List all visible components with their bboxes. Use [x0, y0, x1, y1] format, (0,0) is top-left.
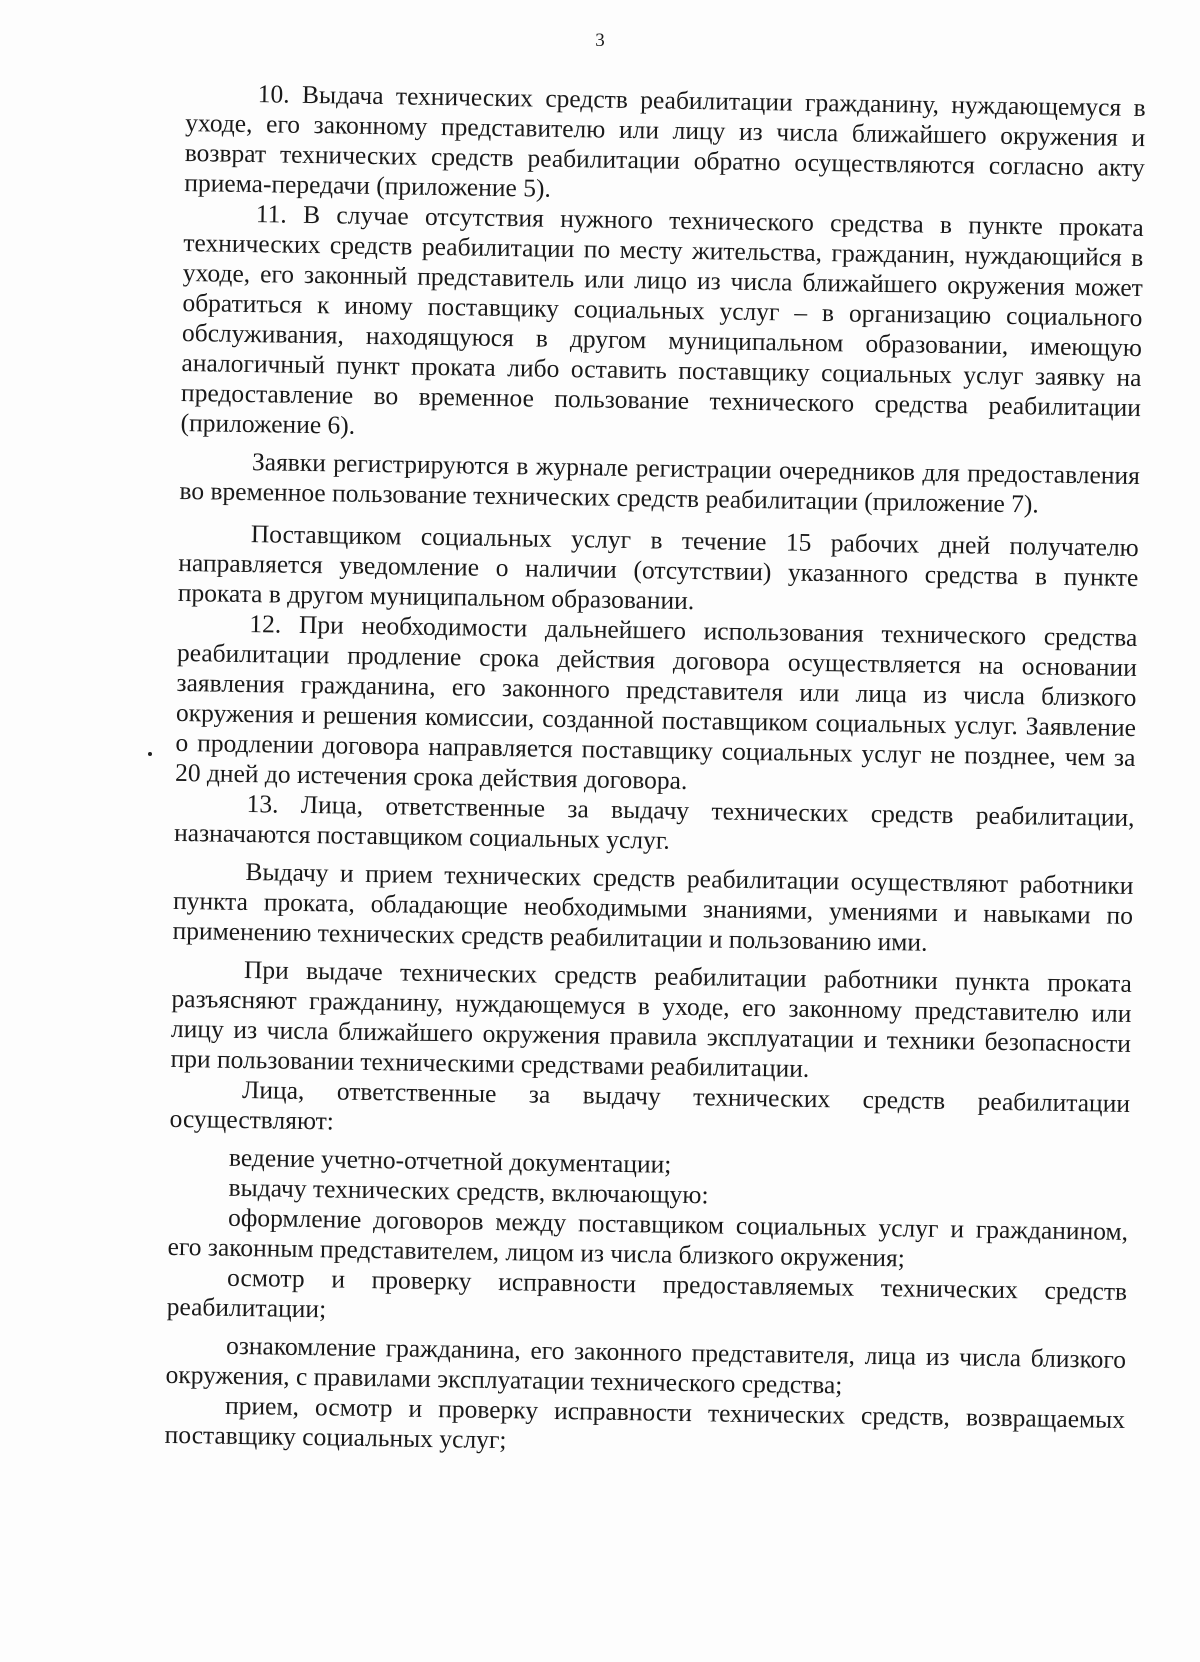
document-body	[164, 78, 1145, 1465]
paragraph-explanation: При выдаче технических средств реабилитации работники пункта проката разъясняют гражданину, нуждающемуся в уходе, его законному представителю или лицу из числа ближайшего окружения правила эксплуатации и техники безопасности при пользовании техническими средствами реабилитации.	[170, 955, 1133, 1083]
list-item: ведение учетно-отчетной документации;	[228, 1142, 672, 1179]
paragraph-issuance-staff: Выдачу и прием технических средств реабилитации осуществляют работники пункта проката, обладающие необходимыми знаниями, умениями и навыками по применению технических средств реабилитации и пользованию ими.	[172, 857, 1134, 957]
scan-speck	[148, 752, 152, 756]
paragraph-notification: Поставщиком социальных услуг в течение 15 рабочих дней получателю направляется уведомление о наличии (отсутствии) указанного средства в пункте проката в другом муниципальном образовании.	[177, 519, 1139, 616]
paragraph-responsibilities: Лица, ответственные за выдачу технических средств реабилитации осуществляют:	[169, 1075, 1131, 1136]
list-item: ознакомление гражданина, его законного представителя, лица из числа близкого окружения, с правилами эксплуатации технического средства;	[165, 1330, 1127, 1400]
paragraph-applications: Заявки регистрируются в журнале регистрации очередников для предоставления во временное пользование технических средств реабилитации (приложение 7).	[179, 447, 1141, 519]
paragraph-12: 12. При необходимости дальнейшего использования технического средства реабилитации продление срока действия договора осуществляется на основании заявления гражданина, его законного представителя или лица из числа близкого окружения и решения комиссии, созданной поставщиком социальных услуг. Заявление о продлении договора направляется поставщику социальных услуг не позднее, чем за 20 дней до истечения срока действия договора.	[174, 609, 1138, 795]
list-item: осмотр и проверку исправности предоставляемых технических средств реабилитации;	[166, 1262, 1128, 1324]
list-item: прием, осмотр и проверку исправности технических средств, возвращаемых поставщику социальных услуг;	[164, 1390, 1126, 1455]
list-item: выдачу технических средств, включающую:	[228, 1172, 709, 1210]
paragraph-13: 13. Лица, ответственные за выдачу технических средств реабилитации, назначаются поставщиком социальных услуг.	[173, 789, 1135, 855]
page-number: 3	[595, 30, 605, 51]
paragraph-10: 10. Выдача технических средств реабилитации гражданину, нуждающемуся в уходе, его законному представителю или лицу из числа ближайшего окружения и возврат технических средств реабилитации обратно осуществляются согласно акту приема-передачи (приложение 5).	[184, 79, 1146, 203]
list-item: оформление договоров между поставщиком социальных услуг и гражданином, его законным представителем, лицом из числа близкого окружения;	[167, 1202, 1129, 1273]
paragraph-11: 11. В случае отсутствия нужного технического средства в пункте проката технических средств реабилитации по месту жительства, гражданин, нуждающийся в уходе, его законный представитель или лицо из числа ближайшего окружения может обратиться к иному поставщику социальных услуг – в организацию социального обслуживания, находящуюся в другом муниципальном образовании, имеющую аналогичный пункт проката либо оставить поставщику социальных услуг заявку на предоставление во временное пользование технического средства реабилитации (приложение 6).	[180, 199, 1144, 440]
